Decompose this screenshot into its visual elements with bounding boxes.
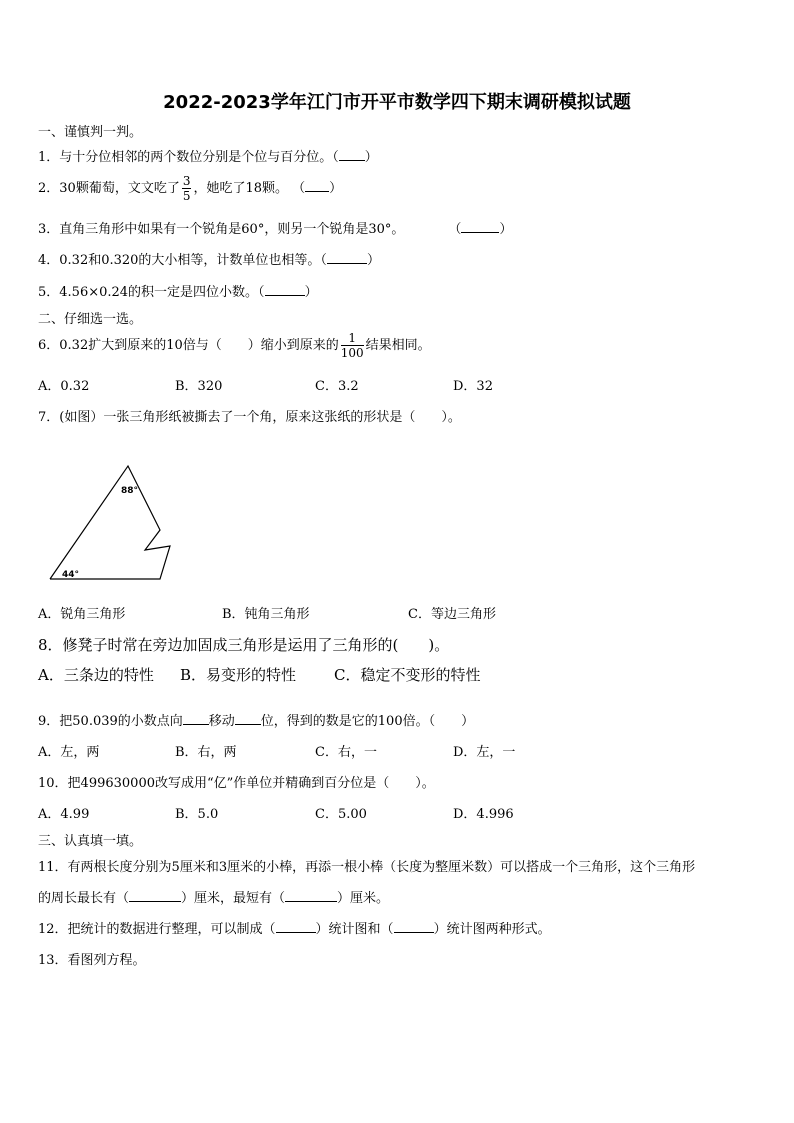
- q8-option-c[interactable]: C．稳定不变形的特性: [334, 666, 481, 684]
- q2-pre: 2．30颗葡萄，文文吃了: [38, 181, 180, 196]
- q10-option-a[interactable]: A．4.99: [38, 807, 90, 822]
- q9-option-c[interactable]: C．右，一: [315, 745, 377, 760]
- torn-triangle-figure: [40, 460, 180, 590]
- q12-blank-2[interactable]: [394, 921, 434, 933]
- q5-close: ）: [304, 285, 318, 300]
- q12-text-a: 12．把统计的数据进行整理，可以制成（: [38, 922, 276, 937]
- question-10: 10．把499630000改写成用“亿”作单位并精确到百分位是（ ）。: [38, 776, 435, 791]
- question-2: [38, 174, 342, 203]
- q9-option-b[interactable]: B．右，两: [175, 745, 237, 760]
- q12-text-c: ）统计图两种形式。: [433, 922, 551, 937]
- question-3: [38, 218, 512, 237]
- q3-answer-blank[interactable]: [461, 221, 499, 233]
- question-11-line1: 11．有两根长度分别为5厘米和3厘米的小棒，再添一根小棒（长度为整厘米数）可以搭成一个三角形，这个三角形: [38, 860, 696, 875]
- q6-option-a[interactable]: A．0.32: [38, 379, 90, 394]
- q4-text: 4．0.32和0.320的大小相等，计数单位也相等。（: [38, 253, 327, 268]
- angle-bottom-label: 44°: [62, 570, 80, 580]
- question-11-line2: [38, 887, 389, 906]
- torn-triangle-outline: [50, 466, 170, 579]
- angle-top-label: 88°: [121, 486, 139, 496]
- q6-option-b[interactable]: B．320: [175, 379, 223, 394]
- q9-option-d[interactable]: D．左，一: [453, 745, 516, 760]
- question-9: [38, 710, 474, 729]
- q3-close: ）: [499, 222, 513, 237]
- q2-post: ，她吃了18颗。 （: [193, 181, 306, 196]
- q3-open: （: [448, 222, 462, 237]
- q6-fraction: [341, 331, 364, 360]
- q7-option-a[interactable]: A．锐角三角形: [38, 607, 126, 622]
- question-7: 7．(如图）一张三角形纸被撕去了一个角，原来这张纸的形状是（ ）。: [38, 410, 461, 425]
- q9-blank-direction[interactable]: [183, 713, 209, 725]
- q1-text: 1．与十分位相邻的两个数位分别是个位与百分位。（: [38, 150, 339, 165]
- q7-option-b[interactable]: B．钝角三角形: [222, 607, 310, 622]
- q4-answer-blank[interactable]: [327, 252, 367, 264]
- q3-text: 3．直角三角形中如果有一个锐角是60°，则另一个锐角是30°。: [38, 222, 405, 237]
- q4-close: ）: [366, 253, 380, 268]
- q6-pre: 6．0.32扩大到原来的10倍与（ ）缩小到原来的: [38, 338, 339, 353]
- q9-post: 位，得到的数是它的100倍。（ ）: [260, 714, 475, 729]
- question-5: [38, 281, 318, 300]
- q11-text-b: ）厘米，最短有（: [181, 891, 286, 906]
- section1-heading: 一、谨慎判一判。: [38, 125, 143, 140]
- q1-close: ）: [364, 150, 378, 165]
- q5-text: 5．4.56×0.24的积一定是四位小数。（: [38, 285, 265, 300]
- q10-option-b[interactable]: B．5.0: [175, 807, 219, 822]
- q2-fraction-numerator: 3: [182, 174, 191, 188]
- q10-option-d[interactable]: D．4.996: [453, 807, 514, 822]
- section3-heading: 三、认真填一填。: [38, 834, 143, 849]
- q6-option-d[interactable]: D．32: [453, 379, 493, 394]
- q2-answer-blank[interactable]: [305, 180, 329, 192]
- q1-answer-blank[interactable]: [339, 149, 365, 161]
- q6-post: 结果相同。: [365, 338, 431, 353]
- q9-blank-places[interactable]: [235, 713, 261, 725]
- q6-fraction-denominator: 100: [340, 346, 364, 360]
- q11-blank-shortest[interactable]: [285, 890, 337, 902]
- q8-option-b[interactable]: B．易变形的特性: [180, 666, 297, 684]
- q8-option-a[interactable]: A．三条边的特性: [38, 666, 154, 684]
- q7-option-c[interactable]: C．等边三角形: [408, 607, 496, 622]
- q9-pre: 9．把50.039的小数点向: [38, 714, 183, 729]
- question-8: 8．修凳子时常在旁边加固成三角形是运用了三角形的( )。: [38, 636, 450, 654]
- question-12: [38, 918, 551, 937]
- q9-option-a[interactable]: A．左，两: [38, 745, 100, 760]
- question-13: 13．看图列方程。: [38, 953, 146, 968]
- question-4: [38, 249, 380, 268]
- q11-blank-longest[interactable]: [129, 890, 181, 902]
- q11-text-a: 的周长最长有（: [38, 891, 130, 906]
- q10-option-c[interactable]: C．5.00: [315, 807, 367, 822]
- question-1: [38, 146, 378, 165]
- q12-text-b: ）统计图和（: [315, 922, 394, 937]
- q2-fraction-denominator: 5: [182, 189, 191, 203]
- q6-option-c[interactable]: C．3.2: [315, 379, 359, 394]
- q5-answer-blank[interactable]: [265, 284, 305, 296]
- q9-mid: 移动: [208, 714, 235, 729]
- q2-close: ）: [329, 181, 343, 196]
- q2-fraction: [182, 174, 192, 203]
- question-6: [38, 329, 431, 363]
- page-title: 2022-2023学年江门市开平市数学四下期末调研模拟试题: [163, 92, 631, 113]
- q12-blank-1[interactable]: [276, 921, 316, 933]
- q11-text-c: ）厘米。: [337, 891, 390, 906]
- q6-fraction-numerator: 1: [341, 331, 364, 346]
- section2-heading: 二、仔细选一选。: [38, 312, 143, 327]
